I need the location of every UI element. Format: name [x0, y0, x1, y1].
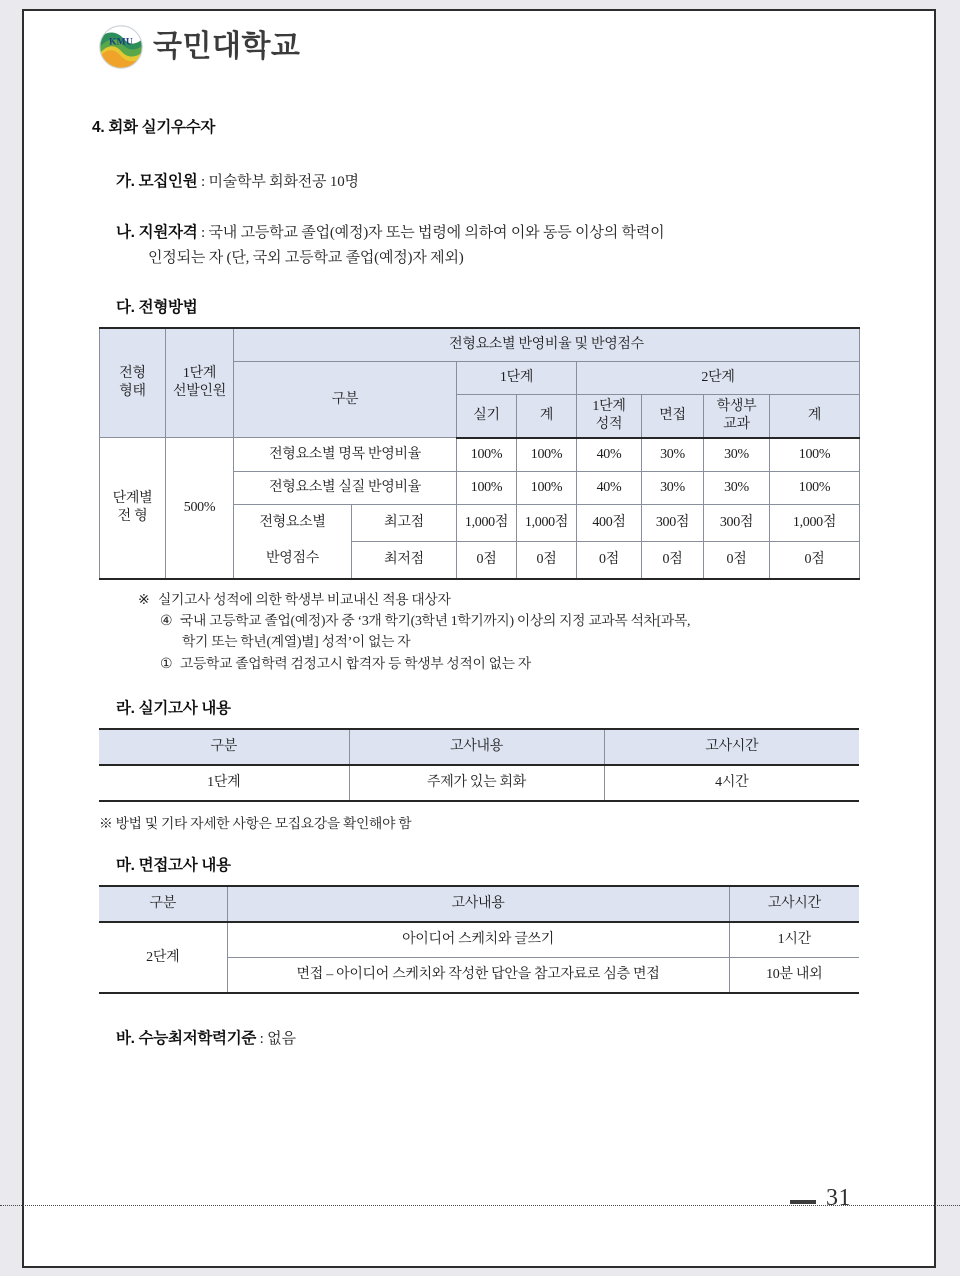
footer-divider	[0, 1205, 960, 1206]
td-value: 400점	[577, 504, 642, 541]
td-value: 0점	[577, 541, 642, 579]
footer-dash-mark	[790, 1200, 816, 1204]
item-method-label: 다. 전형방법	[116, 298, 198, 316]
td-score-group: 전형요소별 반영점수	[234, 504, 352, 579]
td-value: 30%	[704, 471, 770, 504]
td-value: 100%	[770, 471, 860, 504]
item-quota-sep: :	[197, 174, 209, 190]
th-practical-division: 구분	[99, 729, 349, 765]
td-row-label: 최저점	[352, 541, 457, 579]
item-eligibility-label: 나. 지원자격	[116, 224, 198, 242]
note-bullet: ④ 국내 고등학교 졸업(예정)자 중 ‘3개 학기(3학년 1학기까지) 이상의 지정 교과목 석차[과목,	[138, 610, 934, 631]
th-type: 전형 형태	[100, 328, 166, 438]
th-interview-content: 고사내용	[227, 886, 729, 922]
table-row	[99, 765, 859, 801]
svg-text:KMU: KMU	[108, 36, 134, 48]
td-value: 1,000점	[457, 504, 517, 541]
item-csat-value: 없음	[267, 1031, 296, 1048]
td-value: 30%	[704, 438, 770, 472]
td-type-body: 단계별 전 형	[100, 438, 166, 579]
td-value: 40%	[577, 471, 642, 504]
th-practical-time: 고사시간	[604, 729, 859, 765]
th-sum2: 계	[770, 394, 860, 437]
item-eligibility-sep: :	[197, 225, 209, 242]
note-bullet: ① 고등학교 졸업학력 검정고시 합격자 등 학생부 성적이 없는 자	[138, 653, 934, 674]
table-interview-exam	[99, 885, 859, 994]
td-value: 0점	[704, 541, 770, 579]
td-value: 면접 – 아이디어 스케치와 작성한 답안을 참고자료로 심층 면접	[227, 958, 729, 994]
letterhead	[98, 24, 300, 70]
item-practical-label: 라. 실기고사 내용	[116, 700, 231, 718]
document-page	[22, 9, 936, 1268]
td-value: 100%	[457, 438, 517, 472]
td-value: 0점	[642, 541, 704, 579]
kmu-logo-icon	[98, 24, 144, 70]
item-quota-label: 가. 모집인원	[116, 173, 198, 190]
th-practical-content: 고사내용	[349, 729, 604, 765]
item-csat-label: 바. 수능최저학력기준	[116, 1030, 257, 1048]
td-value: 1단계	[99, 765, 349, 801]
td-value: 0점	[517, 541, 577, 579]
table-row	[100, 438, 860, 472]
td-value: 0점	[457, 541, 517, 579]
td-stage1-quota-body: 500%	[166, 438, 234, 579]
item-csat	[116, 1026, 934, 1051]
admission-notes	[138, 589, 934, 675]
item-eligibility	[116, 220, 934, 245]
table-practical-exam	[99, 728, 859, 802]
th-group-title: 전형요소별 반영비율 및 반영점수	[234, 328, 860, 362]
item-interview-label: 마. 면접고사 내용	[116, 857, 231, 875]
university-name: 국민대학교	[153, 30, 301, 63]
td-row-label: 최고점	[352, 504, 457, 541]
td-value: 100%	[457, 471, 517, 504]
td-value: 1,000점	[770, 504, 860, 541]
td-interview-stage: 2단계	[99, 922, 227, 993]
td-value: 300점	[642, 504, 704, 541]
th-stage1-score: 1단계 성적	[577, 394, 642, 437]
th-practical: 실기	[457, 394, 517, 437]
th-interview: 면접	[642, 394, 704, 437]
td-value: 300점	[704, 504, 770, 541]
note-title-line: ※ 실기고사 성적에 의한 학생부 비교내신 적용 대상자	[138, 589, 934, 610]
td-row-label: 전형요소별 실질 반영비율	[234, 471, 457, 504]
item-eligibility-line2: 인정되는 자 (단, 국외 고등학교 졸업(예정)자 제외)	[148, 249, 464, 266]
table-row	[99, 922, 859, 958]
th-division: 구분	[234, 361, 457, 437]
th-interview-division: 구분	[99, 886, 227, 922]
note-mark-icon: ※	[138, 591, 150, 607]
th-record: 학생부 교과	[704, 394, 770, 437]
circled-number-icon: ④	[160, 613, 173, 629]
item-quota	[116, 169, 934, 194]
td-value: 4시간	[604, 765, 859, 801]
th-sum1: 계	[517, 394, 577, 437]
td-value: 10분 내외	[729, 958, 859, 994]
td-value: 30%	[642, 438, 704, 472]
practical-note: ※ 방법 및 기타 자세한 사항은 모집요강을 확인해야 함	[99, 816, 412, 832]
section-heading: 4. 회화 실기우수자	[92, 119, 216, 136]
td-value: 30%	[642, 471, 704, 504]
item-csat-sep: :	[256, 1031, 268, 1048]
item-quota-value: 미술학부 회화전공 10명	[208, 174, 359, 190]
th-stage1: 1단계	[457, 361, 577, 394]
item-eligibility-line1: 국내 고등학교 졸업(예정)자 또는 법령에 의하여 이와 동등 이상의 학력이	[208, 225, 665, 242]
circled-number-icon: ①	[160, 655, 173, 671]
td-value: 100%	[770, 438, 860, 472]
th-stage1-quota: 1단계 선발인원	[166, 328, 234, 438]
td-row-label: 전형요소별 명목 반영비율	[234, 438, 457, 472]
th-interview-time: 고사시간	[729, 886, 859, 922]
td-value: 40%	[577, 438, 642, 472]
td-value: 100%	[517, 438, 577, 472]
page-number: 31	[826, 1185, 851, 1211]
td-value: 주제가 있는 회화	[349, 765, 604, 801]
th-stage2: 2단계	[577, 361, 860, 394]
note-bullet-cont: 학기 또는 학년(계열)별] 성적’이 없는 자	[182, 634, 411, 650]
td-value: 아이디어 스케치와 글쓰기	[227, 922, 729, 958]
td-value: 0점	[770, 541, 860, 579]
td-value: 1시간	[729, 922, 859, 958]
table-admission-method	[99, 327, 860, 580]
td-value: 1,000점	[517, 504, 577, 541]
td-value: 100%	[517, 471, 577, 504]
